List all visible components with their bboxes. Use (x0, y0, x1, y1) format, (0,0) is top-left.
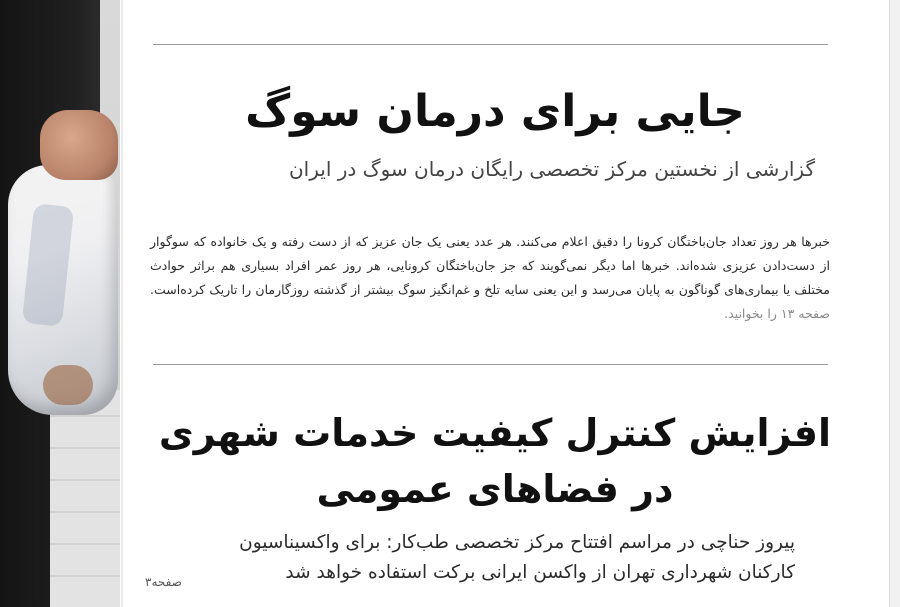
article2-headline-line1: افزایش کنترل کیفیت خدمات شهری (158, 411, 832, 455)
newspaper-column (125, 0, 900, 607)
plastic-bag (8, 165, 118, 415)
article2-subheadline-line2: کارکنان شهرداری تهران از واکسن ایرانی برکت استفاده خواهد شد (285, 562, 795, 583)
background-wall (50, 390, 120, 607)
article2-subheadline (185, 528, 795, 588)
article2-headline-line2: در فضاهای عمومی (316, 467, 674, 511)
article1-subheadline: گزارشی از نخستین مرکز تخصصی رایگان درمان سوگ در ایران (288, 157, 815, 181)
article2-page-ref: صفحه۳ (145, 575, 182, 589)
hand (40, 110, 118, 180)
article1-headline: جایی برای درمان سوگ (245, 86, 745, 137)
article1-body (150, 230, 830, 326)
article2-headline (155, 405, 835, 517)
cover-photo (0, 0, 120, 607)
article2-subheadline-line1: پیروز حناچی در مراسم افتتاح مرکز تخصصی طب‌کار: برای واکسیناسیون (239, 532, 795, 553)
page-edge (889, 0, 900, 607)
article1-page-ref: صفحه ۱۳ را بخوانید. (724, 306, 830, 321)
rule-middle (153, 364, 828, 365)
rule-top (153, 44, 828, 45)
column-divider (121, 0, 123, 607)
article1-body-text: خبرها هر روز تعداد جان‌باختگان کرونا را دقیق اعلام می‌کنند. هر عدد یعنی یک جان عزیز که از دست رفته و یک خانواده که سوگوار از دست‌دادن عزیزی شده‌اند. خبرها اما دیگر نمی‌گویند که جز جان‌باختگان کرونایی، هر روز عمر افراد بسیاری هم براثر حوادث مختلف یا بیماری‌های گوناگون به پایان می‌رسد و این یعنی سایه تلخ و غم‌انگیز سوگ بیشتر از گذشته روزگارمان را تاریک کرده‌است. (150, 234, 830, 297)
